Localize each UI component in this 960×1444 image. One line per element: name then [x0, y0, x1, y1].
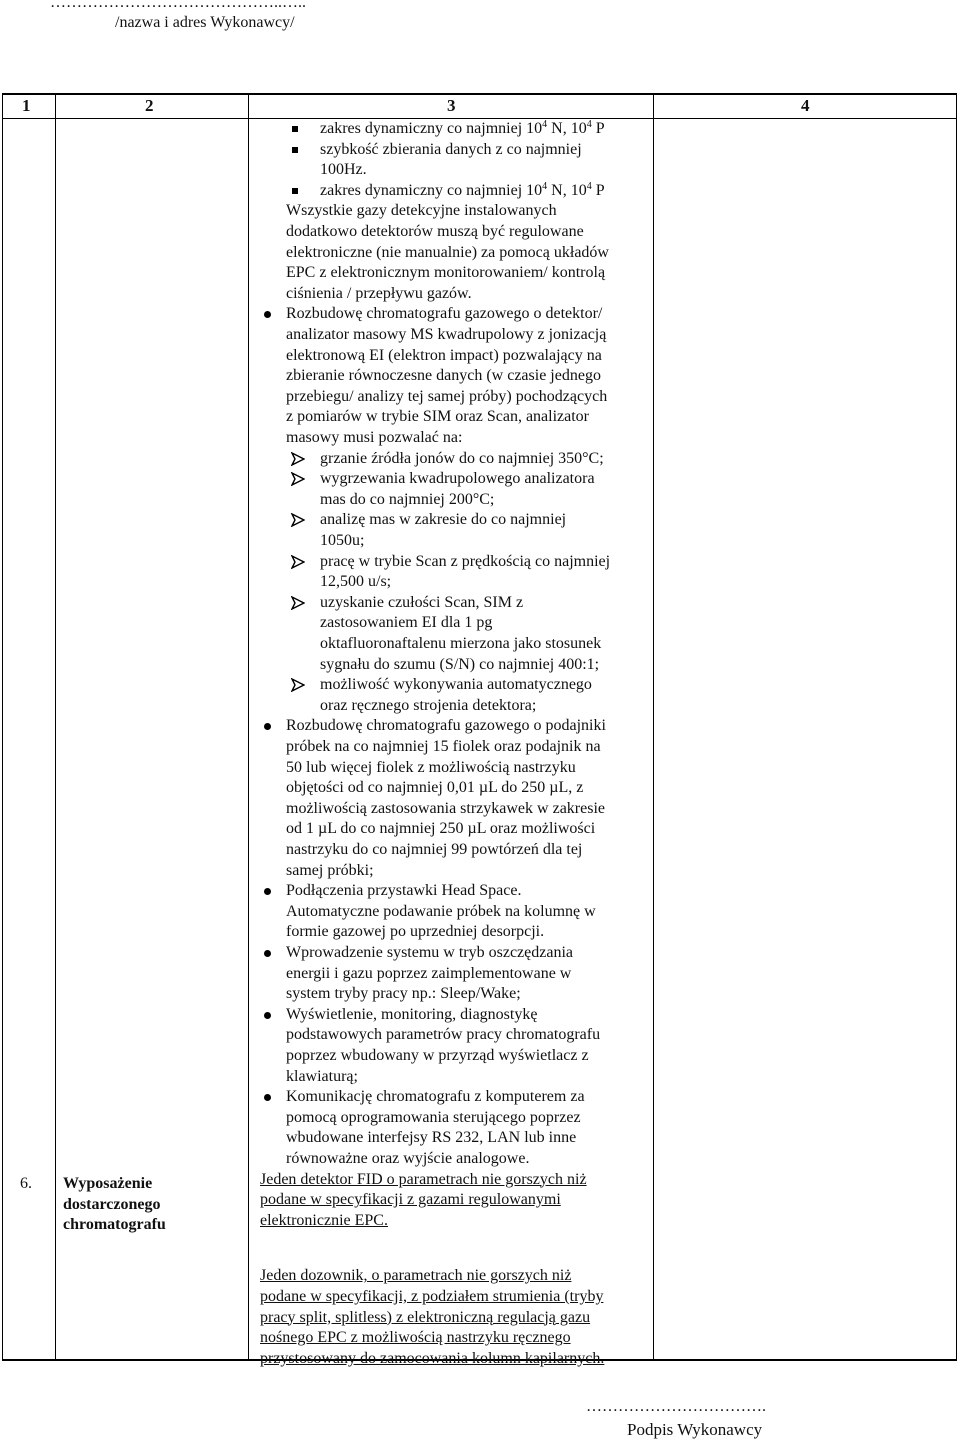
fid-detector-line: Jeden detektor FID o parametrach nie gorszych niż [260, 1170, 587, 1188]
arrow-bullet-icon [291, 452, 305, 466]
table-col1-divider [55, 93, 56, 1361]
feature-line: klawiaturą; [286, 1067, 358, 1085]
gas-regulation-line: elektroniczne (nie manualnie) za pomocą układów [286, 243, 609, 261]
row-name-3: chromatografu [63, 1216, 166, 1233]
row-name-1: Wyposażenie [63, 1175, 153, 1192]
row-name-2: dostarczonego [63, 1196, 161, 1213]
round-bullet-icon [264, 311, 271, 318]
feature-line: pomocą oprogramowania sterującego poprzez [286, 1108, 581, 1126]
gas-regulation-line: EPC z elektronicznym monitorowaniem/ kontrolą [286, 264, 606, 282]
feature-line: formie gazowej po uprzedniej desorpcji. [286, 923, 545, 941]
ms-requirement-line: pracę w trybie Scan z prędkością co najmniej [320, 552, 611, 570]
round-bullet-icon [264, 1012, 271, 1019]
arrow-bullet-icon [291, 472, 305, 486]
text-fragment: zakres dynamiczny co najmniej 10 [320, 181, 543, 199]
feature-line: równoważne oraz wyjście analogowe. [286, 1150, 530, 1167]
fid-detector-line: elektronicznie EPC. [260, 1211, 388, 1229]
feature-line: Rozbudowę chromatografu gazowego o podajniki [286, 717, 606, 735]
table-top-border [2, 93, 957, 95]
injector-line: Jeden dozownik, o parametrach nie gorszych niż [260, 1267, 572, 1285]
feature-line: Wyświetlenie, monitoring, diagnostykę [286, 1005, 538, 1023]
ms-requirement-line: 1050u; [320, 532, 365, 549]
square-bullet-icon [292, 188, 298, 194]
exponent: 4 [586, 180, 592, 192]
feature-line: od 1 µL do co najmniej 250 µL oraz możliwości [286, 820, 596, 838]
contractor-label: /nazwa i adres Wykonawcy/ [115, 14, 295, 31]
signature-label: Podpis Wykonawcy [627, 1420, 763, 1439]
injector-line: nośnego EPC z możliwością nastrzyku ręcznego [260, 1329, 571, 1347]
table-right-border [956, 93, 957, 1361]
arrow-bullet-icon [291, 513, 305, 527]
signature-dots: ……………………………. [586, 1398, 766, 1415]
text-fragment: P [591, 120, 605, 137]
feature-line: Komunikację chromatografu z komputerem za [286, 1088, 585, 1106]
feature-line: objętości od co najmniej 0,01 µL do 250 µL, z [286, 779, 584, 797]
square-bullet-icon [292, 126, 298, 132]
col-header-2: 2 [145, 96, 154, 115]
ms-detector-line: przebiegu/ analizy tej samej próby) pochodzących [286, 387, 608, 405]
header-dots: ……………………………………..….. [50, 0, 306, 11]
ms-requirement-line: sygnału do szumu (S/N) co najmniej 400:1; [320, 655, 600, 673]
feature-line: wbudowane interfejsy RS 232, LAN lub inne [286, 1129, 577, 1147]
feature-line: samej próbki; [286, 861, 374, 879]
text-fragment: P [591, 181, 605, 199]
ms-detector-line: masowy musi pozwalać na: [286, 429, 463, 446]
ms-requirement-line: mas do co najmniej 200°C; [320, 490, 495, 508]
ms-detector-line: elektronową EI (elektron impact) pozwalający na [286, 346, 602, 364]
ms-requirement-line: oktafluoronaftalenu mierzona jako stosunek [320, 635, 602, 652]
round-bullet-icon [264, 888, 271, 895]
text-fragment: zakres dynamiczny co najmniej 10 [320, 120, 543, 137]
fid-detector-line: podane w specyfikacji z gazami regulowanymi [260, 1191, 561, 1209]
round-bullet-icon [264, 1094, 271, 1101]
table-left-border [2, 93, 3, 1361]
arrow-bullet-icon [291, 555, 305, 569]
feature-line: poprzez wbudowany w przyrząd wyświetlacz z [286, 1047, 589, 1064]
feature-line: próbek na co najmniej 15 fiolek oraz podajnik na [286, 738, 601, 755]
feature-line: nastrzyku do co najmniej 99 powtórzeń dla tej [286, 841, 583, 858]
feature-line: system tryby pracy np.: Sleep/Wake; [286, 985, 521, 1003]
ms-requirement-line: możliwość wykonywania automatycznego [320, 676, 592, 694]
injector-line: przystosowany do zamocowania kolumn kapilarnych. [260, 1349, 605, 1367]
ms-requirement-line: oraz ręcznego strojenia detektora; [320, 696, 537, 714]
injector-line: podane w specyfikacji, z podziałem strumienia (tryby [260, 1288, 604, 1306]
ms-requirement-line: zastosowaniem EI dla 1 pg [320, 614, 493, 632]
feature-line: podstawowych parametrów pracy chromatografu [286, 1026, 601, 1044]
exponent: 4 [542, 119, 548, 130]
round-bullet-icon [264, 723, 271, 730]
col-header-3: 3 [447, 96, 456, 115]
table-col3-divider [653, 93, 654, 1361]
text-fragment: N, 10 [547, 120, 587, 137]
ms-detector-line: z pomiarów w trybie SIM oraz Scan, analizator [286, 408, 590, 426]
injector-line: pracy split, splitless) z elektroniczną regulacją gazu [260, 1308, 591, 1326]
ms-detector-line: analizator masowy MS kwadrupolowy z jonizacją [286, 326, 607, 343]
col-header-4: 4 [801, 96, 810, 115]
sampling-rate-line: 100Hz. [320, 161, 367, 179]
ms-requirement-line: 12,500 u/s; [320, 573, 392, 591]
gas-regulation-line: dodatkowo detektorów muszą być regulowane [286, 223, 584, 240]
gas-regulation-line: ciśnienia / przepływu gazów. [286, 284, 472, 302]
ms-detector-line: zbieranie równoczesne danych (w czasie jednego [286, 367, 601, 385]
gas-regulation-line: Wszystkie gazy detekcyjne instalowanych [286, 202, 557, 220]
feature-line: Podłączenia przystawki Head Space. [286, 882, 522, 900]
arrow-bullet-icon [291, 678, 305, 692]
feature-line: energii i gazu poprzez zaimplementowane w [286, 964, 572, 982]
feature-line: 50 lub więcej fiolek z możliwością nastrzyku [286, 758, 576, 776]
arrow-bullet-icon [291, 596, 305, 610]
dynamic-range-line-2 [320, 181, 605, 202]
square-bullet-icon [292, 147, 298, 153]
table-col2-divider [248, 93, 249, 1361]
exponent: 4 [586, 119, 592, 130]
exponent: 4 [542, 180, 548, 192]
ms-requirement-line: analizę mas w zakresie do co najmniej [320, 511, 567, 529]
sampling-rate-line: szybkość zbierania danych z co najmniej [320, 140, 582, 158]
row-number: 6. [20, 1175, 32, 1192]
round-bullet-icon [264, 950, 271, 957]
feature-line: Automatyczne podawanie próbek na kolumnę w [286, 902, 596, 920]
dynamic-range-line-1 [320, 119, 605, 140]
feature-line: Wprowadzenie systemu w tryb oszczędzania [286, 944, 573, 961]
ms-requirement-line: grzanie źródła jonów do co najmniej 350°C; [320, 449, 604, 467]
text-fragment: N, 10 [547, 181, 587, 199]
ms-detector-line: Rozbudowę chromatografu gazowego o detektor/ [286, 305, 603, 323]
col-header-1: 1 [22, 96, 31, 115]
feature-line: możliwością zastosowania strzykawek w zakresie [286, 799, 605, 817]
ms-requirement-line: uzyskanie czułości Scan, SIM z [320, 593, 524, 611]
ms-requirement-line: wygrzewania kwadrupolowego analizatora [320, 470, 595, 488]
